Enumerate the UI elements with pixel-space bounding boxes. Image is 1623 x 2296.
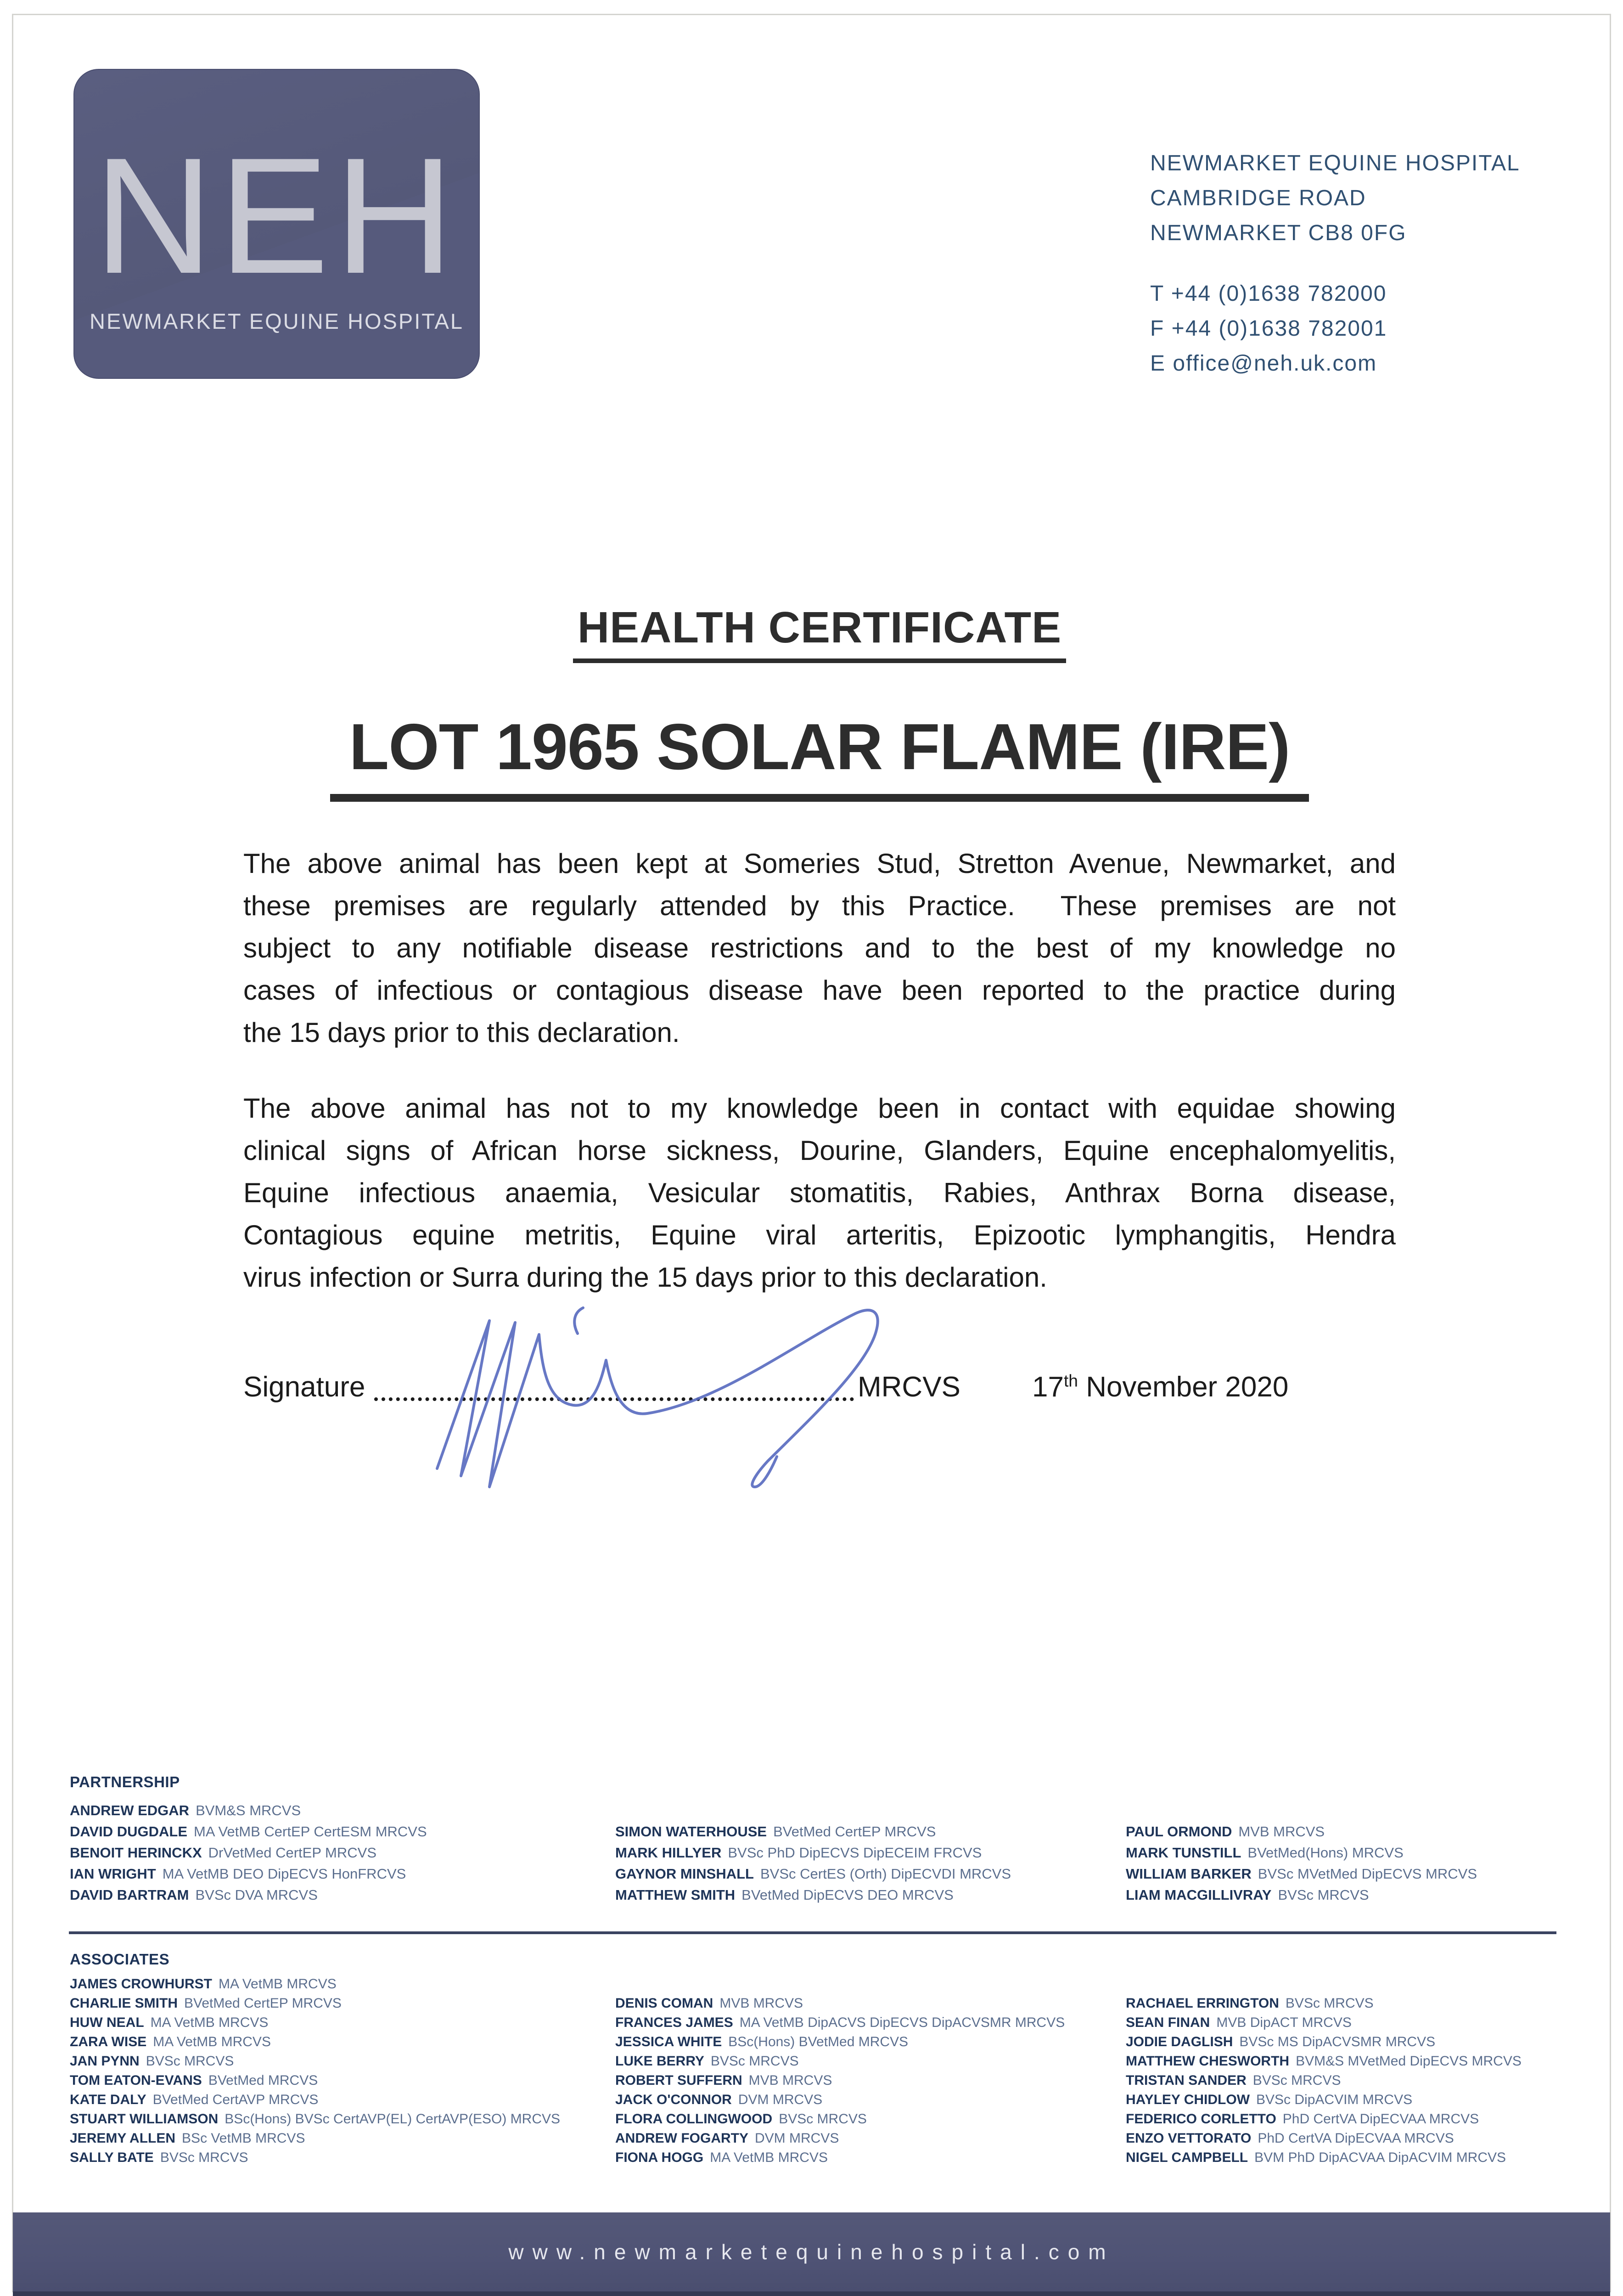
staff-name: FLORA COLLINGWOOD [615, 2111, 773, 2127]
lot-title: LOT 1965 SOLAR FLAME (IRE) [330, 709, 1309, 802]
staff-name: ZARA WISE [70, 2034, 147, 2049]
staff-member [1126, 2148, 1522, 2167]
staff-qualifications: MVB MRCVS [748, 2073, 832, 2088]
paragraph-line: cases of infectious or contagious disease have been reported to the practice during [243, 975, 1396, 1006]
associates-column-3 [1126, 1994, 1522, 2167]
signature-credential: MRCVS [858, 1371, 960, 1403]
staff-member [70, 1994, 560, 2013]
staff-name: JODIE DAGLISH [1126, 2034, 1233, 2049]
staff-qualifications: DVM MRCVS [754, 2131, 839, 2146]
staff-qualifications: MVB MRCVS [719, 1996, 803, 2011]
signature-label: Signature [243, 1371, 365, 1403]
staff-qualifications: BVetMed(Hons) MRCVS [1247, 1845, 1404, 1861]
paragraph-line: the 15 days prior to this declaration. [243, 1017, 680, 1048]
staff-qualifications: BSc(Hons) BVSc CertAVP(EL) CertAVP(ESO) MRCVS [225, 2111, 561, 2127]
staff-name: DAVID BARTRAM [70, 1887, 189, 1903]
staff-qualifications: BSc(Hons) BVetMed MRCVS [728, 2034, 909, 2049]
staff-qualifications: MVB MRCVS [1238, 1823, 1325, 1840]
paragraph-line: subject to any notifiable disease restrictions and to the best of my knowledge no [243, 933, 1396, 963]
staff-name: FIONA HOGG [615, 2150, 704, 2165]
staff-name: MARK TUNSTILL [1126, 1845, 1241, 1861]
staff-name: SALLY BATE [70, 2150, 154, 2165]
fax-line: F +44 (0)1638 782001 [1150, 316, 1387, 341]
staff-qualifications: BVSc PhD DipECVS DipECEIM FRCVS [728, 1845, 982, 1861]
partnership-heading: PARTNERSHIP [70, 1773, 180, 1790]
staff-member [1126, 1821, 1477, 1842]
staff-name: MATTHEW SMITH [615, 1887, 736, 1903]
contact-block [1150, 146, 1520, 381]
staff-name: ANDREW FOGARTY [615, 2131, 748, 2146]
staff-name: JEREMY ALLEN [70, 2131, 176, 2146]
staff-qualifications: BVSc MS DipACVSMR MRCVS [1239, 2034, 1436, 2049]
staff-name: MATTHEW CHESWORTH [1126, 2054, 1290, 2069]
partnership-column-3 [1126, 1821, 1477, 1906]
staff-name: NIGEL CAMPBELL [1126, 2150, 1248, 2165]
staff-qualifications: BVSc MRCVS [710, 2054, 799, 2069]
staff-name: TRISTAN SANDER [1126, 2073, 1247, 2088]
staff-name: JAN PYNN [70, 2054, 140, 2069]
staff-member [615, 1885, 1011, 1906]
staff-qualifications: MA VetMB DipACVS DipECVS DipACVSMR MRCVS [739, 2015, 1065, 2030]
staff-name: JACK O'CONNOR [615, 2092, 732, 2107]
section-divider [69, 1931, 1556, 1934]
staff-name: STUART WILLIAMSON [70, 2111, 219, 2127]
staff-qualifications: DrVetMed CertEP MRCVS [208, 1845, 377, 1861]
staff-qualifications: DVM MRCVS [738, 2092, 823, 2107]
staff-qualifications: BVSc MRCVS [146, 2054, 234, 2069]
staff-qualifications: BVSc CertES (Orth) DipECVDI MRCVS [760, 1866, 1011, 1882]
staff-name: TOM EATON-EVANS [70, 2073, 202, 2088]
staff-member [615, 2110, 1065, 2129]
staff-member [615, 1863, 1011, 1885]
staff-member [70, 1800, 427, 1821]
staff-member [70, 2013, 560, 2032]
staff-qualifications: BVetMed MRCVS [208, 2073, 318, 2088]
staff-name: DAVID DUGDALE [70, 1823, 188, 1840]
staff-name: FRANCES JAMES [615, 2015, 733, 2030]
staff-qualifications: BVSc MRCVS [1285, 1996, 1374, 2011]
staff-member [1126, 2052, 1522, 2071]
staff-member [615, 1994, 1065, 2013]
staff-name: PAUL ORMOND [1126, 1823, 1232, 1840]
staff-qualifications: BVM&S MRCVS [196, 1802, 301, 1818]
associates-heading: ASSOCIATES [70, 1951, 170, 1968]
staff-member [1126, 2032, 1522, 2052]
staff-member [1126, 2110, 1522, 2129]
staff-qualifications: BVSc DipACVIM MRCVS [1256, 2092, 1413, 2107]
staff-qualifications: BSc VetMB MRCVS [182, 2131, 305, 2146]
staff-member [70, 2110, 560, 2129]
signature-dotted-line [374, 1371, 854, 1401]
paragraph-line: clinical signs of African horse sickness, Dourine, Glanders, Equine encephalomyelitis, [243, 1135, 1396, 1166]
staff-member [615, 2090, 1065, 2110]
email-line: E office@neh.uk.com [1150, 351, 1377, 376]
address-block [1150, 146, 1520, 251]
staff-member [70, 1975, 560, 1994]
staff-member [1126, 1885, 1477, 1906]
staff-member [70, 2071, 560, 2090]
staff-name: GAYNOR MINSHALL [615, 1866, 754, 1882]
staff-qualifications: MA VetMB CertEP CertESM MRCVS [194, 1823, 427, 1840]
staff-qualifications: MA VetMB DEO DipECVS HonFRCVS [162, 1866, 406, 1882]
staff-member [615, 2148, 1065, 2167]
staff-name: CHARLIE SMITH [70, 1996, 178, 2011]
staff-member [1126, 2129, 1522, 2148]
staff-qualifications: MA VetMB MRCVS [710, 2150, 828, 2165]
staff-name: HAYLEY CHIDLOW [1126, 2092, 1250, 2107]
staff-name: MARK HILLYER [615, 1845, 722, 1861]
staff-qualifications: BVSc MVetMed DipECVS MRCVS [1258, 1866, 1477, 1882]
date-ordinal-suffix: th [1063, 1371, 1078, 1390]
staff-member [70, 1863, 427, 1885]
staff-member [70, 1885, 427, 1906]
associates-column-1 [70, 1975, 560, 2167]
certificate-date [1032, 1371, 1288, 1403]
staff-member [615, 2129, 1065, 2148]
staff-member [70, 2090, 560, 2110]
logo-acronym: NEH [94, 124, 460, 308]
staff-qualifications: BVM PhD DipACVAA DipACVIM MRCVS [1254, 2150, 1506, 2165]
staff-name: LIAM MACGILLIVRAY [1126, 1887, 1272, 1903]
staff-qualifications: BVSc MRCVS [779, 2111, 867, 2127]
declaration-paragraph-2 [243, 1087, 1396, 1299]
staff-member [70, 2129, 560, 2148]
date-day: 17 [1032, 1371, 1064, 1403]
staff-qualifications: MA VetMB MRCVS [219, 1976, 337, 1992]
paragraph-line: Contagious equine metritis, Equine viral arteritis, Epizootic lymphangitis, Hendra [243, 1220, 1396, 1250]
staff-name: HUW NEAL [70, 2015, 144, 2030]
staff-qualifications: PhD CertVA DipECVAA MRCVS [1282, 2111, 1479, 2127]
staff-qualifications: BVetMed DipECVS DEO MRCVS [741, 1887, 954, 1903]
staff-qualifications: BVetMed CertAVP MRCVS [152, 2092, 319, 2107]
staff-member [1126, 1842, 1477, 1863]
certificate-title-row [243, 602, 1396, 663]
staff-member [615, 1821, 1011, 1842]
certificate-title: HEALTH CERTIFICATE [573, 602, 1066, 663]
staff-name: JAMES CROWHURST [70, 1976, 213, 1992]
staff-qualifications: MVB DipACT MRCVS [1216, 2015, 1352, 2030]
paragraph-line: virus infection or Surra during the 15 days prior to this declaration. [243, 1262, 1047, 1293]
staff-qualifications: MA VetMB MRCVS [153, 2034, 271, 2049]
telephone-line: T +44 (0)1638 782000 [1150, 281, 1387, 306]
staff-name: BENOIT HERINCKX [70, 1845, 202, 1861]
staff-name: SEAN FINAN [1126, 2015, 1210, 2030]
staff-member [70, 2032, 560, 2052]
staff-name: ROBERT SUFFERN [615, 2073, 742, 2088]
paragraph-line: Equine infectious anaemia, Vesicular stomatitis, Rabies, Anthrax Borna disease, [243, 1177, 1396, 1208]
phone-block [1150, 276, 1520, 381]
staff-member [1126, 1863, 1477, 1885]
staff-member [70, 1821, 427, 1842]
staff-name: SIMON WATERHOUSE [615, 1823, 767, 1840]
staff-member [1126, 2090, 1522, 2110]
paragraph-line: The above animal has not to my knowledge been in contact with equidae showing [243, 1093, 1396, 1124]
staff-member [1126, 2071, 1522, 2090]
clinic-logo [73, 69, 480, 379]
staff-member [1126, 1994, 1522, 2013]
date-month-year: November 2020 [1078, 1371, 1289, 1403]
staff-qualifications: MA VetMB MRCVS [150, 2015, 269, 2030]
associates-column-2 [615, 1994, 1065, 2167]
partnership-column-2 [615, 1821, 1011, 1906]
address-line-3: NEWMARKET CB8 0FG [1150, 221, 1407, 245]
footer-bar [13, 2212, 1610, 2296]
paragraph-line: these premises are regularly attended by this Practice. These premises are not [243, 890, 1396, 921]
staff-qualifications: BVetMed CertEP MRCVS [773, 1823, 936, 1840]
staff-name: LUKE BERRY [615, 2054, 704, 2069]
staff-qualifications: BVSc MRCVS [160, 2150, 248, 2165]
staff-member [615, 1842, 1011, 1863]
logo-name: NEWMARKET EQUINE HOSPITAL [90, 309, 464, 333]
staff-name: JESSICA WHITE [615, 2034, 722, 2049]
staff-name: WILLIAM BARKER [1126, 1866, 1252, 1882]
staff-name: IAN WRIGHT [70, 1866, 156, 1882]
staff-member [615, 2052, 1065, 2071]
partnership-column-1 [70, 1800, 427, 1906]
staff-name: RACHAEL ERRINGTON [1126, 1996, 1279, 2011]
staff-name: ANDREW EDGAR [70, 1802, 190, 1818]
declaration-paragraph-1 [243, 843, 1396, 1054]
staff-name: ENZO VETTORATO [1126, 2131, 1252, 2146]
website-url: www.newmarketequinehospital.com [508, 2240, 1115, 2264]
staff-qualifications: BVSc MRCVS [1278, 1887, 1369, 1903]
staff-qualifications: BVetMed CertEP MRCVS [184, 1996, 342, 2011]
paragraph-line: The above animal has been kept at Someries Stud, Stretton Avenue, Newmarket, and [243, 848, 1396, 879]
staff-member [615, 2032, 1065, 2052]
staff-member [1126, 2013, 1522, 2032]
lot-title-row [243, 709, 1396, 802]
address-line-2: CAMBRIDGE ROAD [1150, 186, 1366, 210]
staff-name: DENIS COMAN [615, 1996, 713, 2011]
staff-member [70, 2052, 560, 2071]
staff-qualifications: PhD CertVA DipECVAA MRCVS [1258, 2131, 1454, 2146]
staff-qualifications: BVSc DVA MRCVS [195, 1887, 318, 1903]
staff-member [70, 2148, 560, 2167]
staff-qualifications: BVM&S MVetMed DipECVS MRCVS [1296, 2054, 1522, 2069]
staff-member [70, 1842, 427, 1863]
address-line-1: NEWMARKET EQUINE HOSPITAL [1150, 151, 1520, 175]
staff-member [615, 2013, 1065, 2032]
staff-member [615, 2071, 1065, 2090]
staff-qualifications: BVSc MRCVS [1252, 2073, 1341, 2088]
staff-name: FEDERICO CORLETTO [1126, 2111, 1276, 2127]
staff-name: KATE DALY [70, 2092, 146, 2107]
